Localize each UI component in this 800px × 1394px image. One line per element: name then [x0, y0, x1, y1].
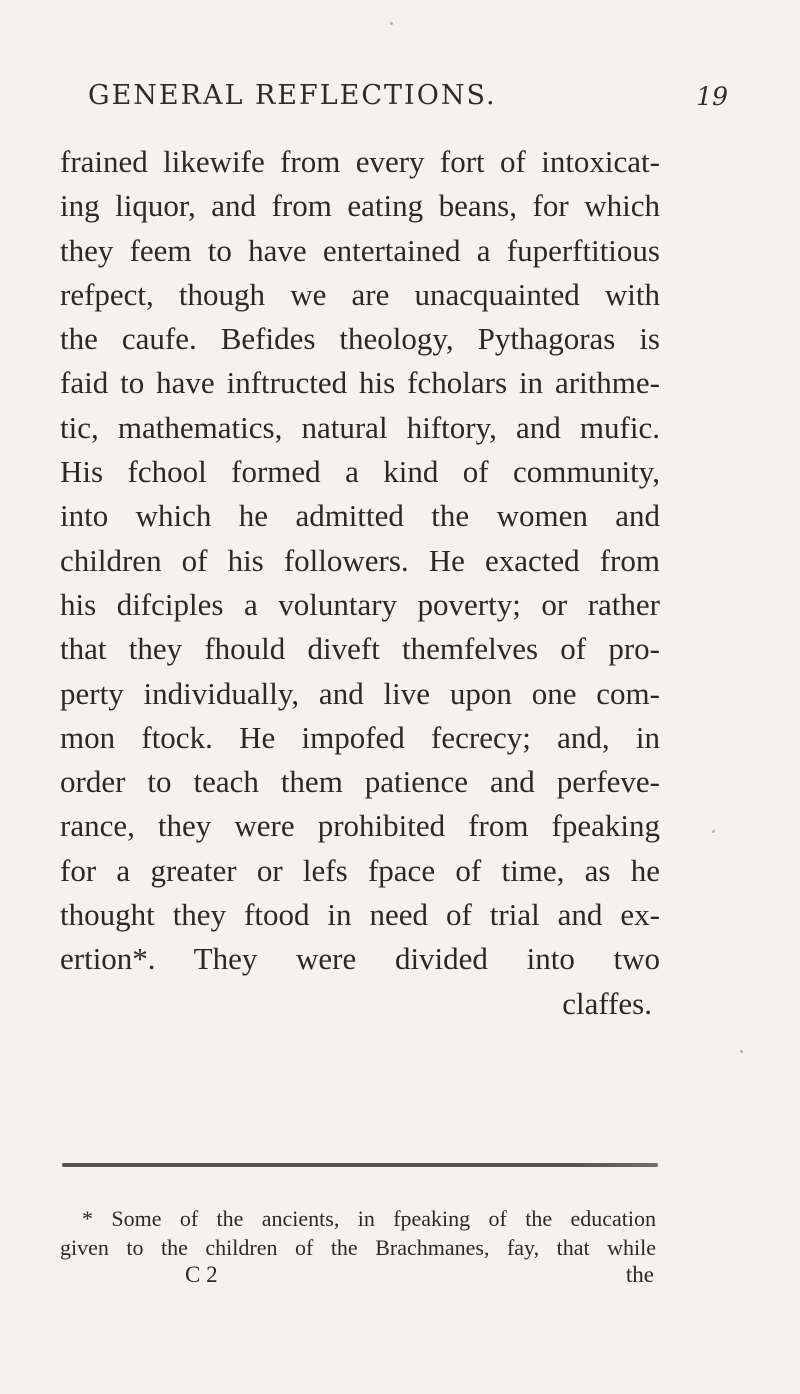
footnote-line: * Some of the ancients, in fpeaking of the education	[82, 1206, 656, 1231]
footnote	[60, 1204, 656, 1287]
text-line: children of his followers. He exacted from	[60, 542, 660, 578]
text-line-last: claffes.	[562, 985, 652, 1021]
paper-speck	[740, 1050, 743, 1053]
paper-speck	[390, 22, 393, 25]
text-line: order to teach them patience and perfeve-	[60, 764, 660, 800]
text-line: perty individually, and live upon one com-	[60, 675, 660, 711]
text-line: mon ftock. He impofed fecrecy; and, in	[60, 719, 660, 755]
signature-mark: C 2	[185, 1262, 218, 1287]
text-line: His fchool formed a kind of community,	[60, 454, 660, 490]
text-line: that they fhould diveft themfelves of pro-	[60, 631, 660, 667]
page-number: 19	[696, 82, 728, 111]
body-text	[60, 140, 660, 1026]
footnote-line: given to the children of the Brachmanes, fay, that while	[60, 1235, 656, 1260]
running-head: GENERAL REFLECTIONS.	[88, 80, 497, 111]
text-line: ing liquor, and from eating beans, for which	[60, 188, 660, 224]
text-line: the caufe. Befides theology, Pythagoras is	[60, 321, 660, 357]
text-line: they feem to have entertained a fuperftitious	[60, 232, 660, 268]
text-line: thought they ftood in need of trial and ex-	[60, 897, 660, 933]
text-line: faid to have inftructed his fcholars in arithme-	[60, 365, 660, 401]
text-line: for a greater or lefs fpace of time, as he	[60, 852, 660, 888]
footnote-rule	[62, 1163, 658, 1167]
text-line: rance, they were prohibited from fpeaking	[60, 808, 660, 844]
text-line: ertion*. They were divided into two	[60, 941, 660, 977]
page-header	[88, 80, 728, 130]
text-line: frained likewife from every fort of intoxicat-	[60, 144, 660, 179]
paper-speck	[712, 830, 715, 833]
text-line: tic, mathematics, natural hiftory, and mufic.	[60, 409, 660, 445]
catchword: the	[625, 1262, 654, 1287]
text-line: into which he admitted the women and	[60, 498, 660, 534]
text-line: refpect, though we are unacquainted with	[60, 276, 660, 312]
catch-line	[60, 1262, 656, 1292]
text-line: his difciples a voluntary poverty; or rather	[60, 586, 660, 622]
